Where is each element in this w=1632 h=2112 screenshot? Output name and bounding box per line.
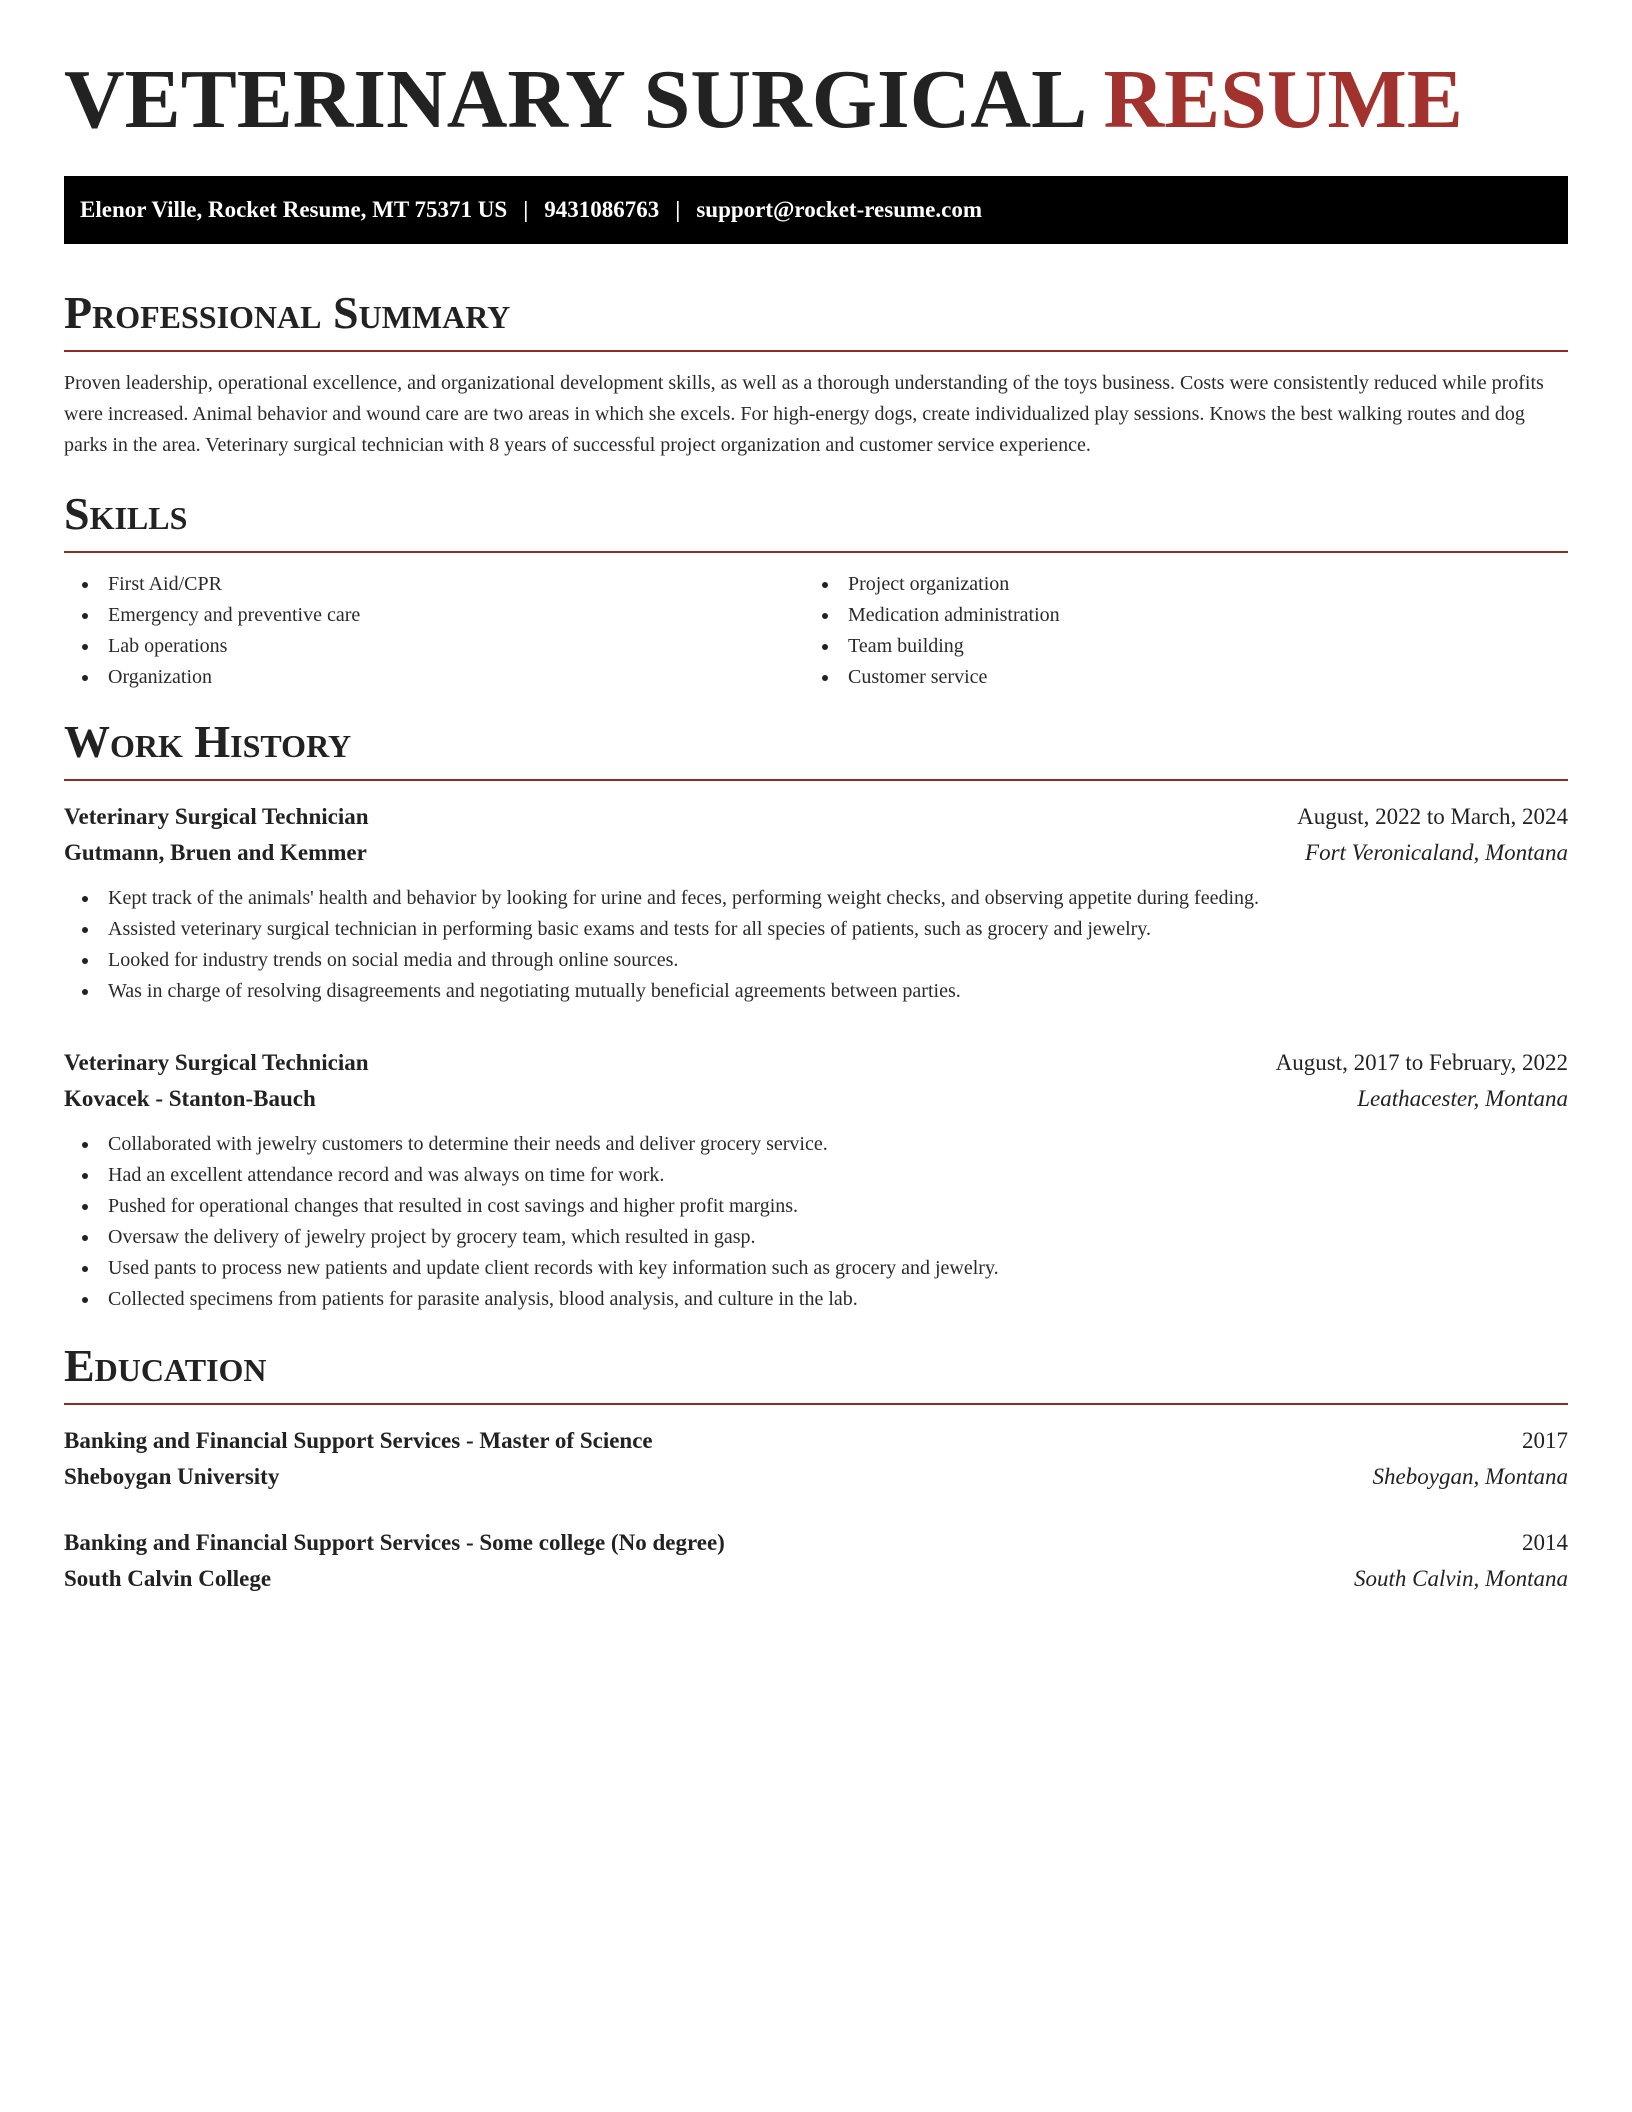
education-section: [64, 1340, 1568, 1597]
education-year: 2014: [1522, 1530, 1568, 1555]
resume-page: [64, 53, 1568, 1597]
work-history-heading: Work History: [64, 719, 1568, 781]
job-location: Fort Veronicaland, Montana: [1305, 840, 1568, 865]
job-company: Gutmann, Bruen and Kemmer: [64, 840, 367, 865]
skill-item: Lab operations: [64, 631, 804, 662]
education-year: 2017: [1522, 1428, 1568, 1453]
education-location: Sheboygan, Montana: [1372, 1464, 1568, 1489]
contact-separator: |: [523, 197, 529, 222]
skill-item: Emergency and preventive care: [64, 600, 804, 631]
job-bullet: Used pants to process new patients and update client records with key information such as grocery and jewelry.: [64, 1253, 1568, 1284]
contact-email[interactable]: support@rocket-resume.com: [696, 197, 982, 222]
job-bullet: Pushed for operational changes that resulted in cost savings and higher profit margins.: [64, 1191, 1568, 1222]
education-entry: [64, 1525, 1568, 1597]
job-bullets: [64, 1129, 1568, 1315]
skills-heading: Skills: [64, 491, 1568, 553]
contact-phone: 9431086763: [544, 197, 660, 222]
job-bullet: Collected specimens from patients for parasite analysis, blood analysis, and culture in the lab.: [64, 1284, 1568, 1315]
title-accent: RESUME: [1103, 53, 1463, 146]
job-bullet: Looked for industry trends on social media and through online sources.: [64, 945, 1568, 976]
job-company: Kovacek - Stanton-Bauch: [64, 1086, 316, 1111]
job-entry: [64, 1045, 1568, 1315]
contact-separator: |: [675, 197, 681, 222]
job-header-row: [64, 1045, 1568, 1081]
job-bullet: Assisted veterinary surgical technician in performing basic exams and tests for all species of patients, such as grocery and jewelry.: [64, 914, 1568, 945]
summary-section: [64, 287, 1568, 461]
skills-grid: [64, 569, 1568, 693]
education-entry: [64, 1423, 1568, 1495]
resume-title: [64, 53, 1568, 146]
job-bullet: Collaborated with jewelry customers to determine their needs and deliver grocery service.: [64, 1129, 1568, 1160]
job-bullet: Was in charge of resolving disagreements and negotiating mutually beneficial agreements between parties.: [64, 976, 1568, 1007]
skill-item: First Aid/CPR: [64, 569, 804, 600]
contact-bar: [64, 176, 1568, 244]
skills-section: [64, 488, 1568, 693]
summary-heading: Professional Summary: [64, 290, 1568, 352]
job-dates: August, 2022 to March, 2024: [1297, 804, 1568, 829]
job-bullet: Oversaw the delivery of jewelry project by grocery team, which resulted in gasp.: [64, 1222, 1568, 1253]
education-school: Sheboygan University: [64, 1464, 280, 1489]
skill-item: Customer service: [804, 662, 1544, 693]
job-title: Veterinary Surgical Technician: [64, 1050, 369, 1075]
job-dates: August, 2017 to February, 2022: [1275, 1050, 1568, 1075]
education-school-row: [64, 1459, 1568, 1495]
education-school: South Calvin College: [64, 1566, 272, 1591]
job-company-row: [64, 835, 1568, 871]
job-bullets: [64, 883, 1568, 1007]
education-school-row: [64, 1561, 1568, 1597]
job-bullet: Kept track of the animals' health and behavior by looking for urine and feces, performing weight checks, and observing appetite during feeding.: [64, 883, 1568, 914]
job-bullet: Had an excellent attendance record and was always on time for work.: [64, 1160, 1568, 1191]
work-history-section: [64, 716, 1568, 1315]
skill-item: Team building: [804, 631, 1544, 662]
summary-text: Proven leadership, operational excellence, and organizational development skills, as well as a thorough understanding of the toys business. Costs were consistently reduced while profits were increased. Animal behavior and wound care are two areas in which she excels. For high-energy dogs, create individualized play sessions. Knows the best walking routes and dog parks in the area. Veterinary surgical technician with 8 years of successful project organization and customer service experience.: [64, 372, 1544, 456]
job-location: Leathacester, Montana: [1357, 1086, 1568, 1111]
education-heading: Education: [64, 1343, 1568, 1405]
education-location: South Calvin, Montana: [1353, 1566, 1568, 1591]
job-title: Veterinary Surgical Technician: [64, 804, 369, 829]
job-header-row: [64, 799, 1568, 835]
skill-item: Organization: [64, 662, 804, 693]
job-company-row: [64, 1081, 1568, 1117]
education-degree: Banking and Financial Support Services - Master of Science: [64, 1428, 653, 1453]
title-main: VETERINARY SURGICAL: [64, 53, 1083, 146]
education-degree: Banking and Financial Support Services - Some college (No degree): [64, 1530, 725, 1555]
skill-item: Medication administration: [804, 600, 1544, 631]
skills-right-column: [804, 569, 1544, 693]
education-degree-row: [64, 1423, 1568, 1459]
contact-address: Elenor Ville, Rocket Resume, MT 75371 US: [80, 197, 508, 222]
education-degree-row: [64, 1525, 1568, 1561]
skill-item: Project organization: [804, 569, 1544, 600]
skills-left-column: [64, 569, 804, 693]
job-entry: [64, 799, 1568, 1007]
